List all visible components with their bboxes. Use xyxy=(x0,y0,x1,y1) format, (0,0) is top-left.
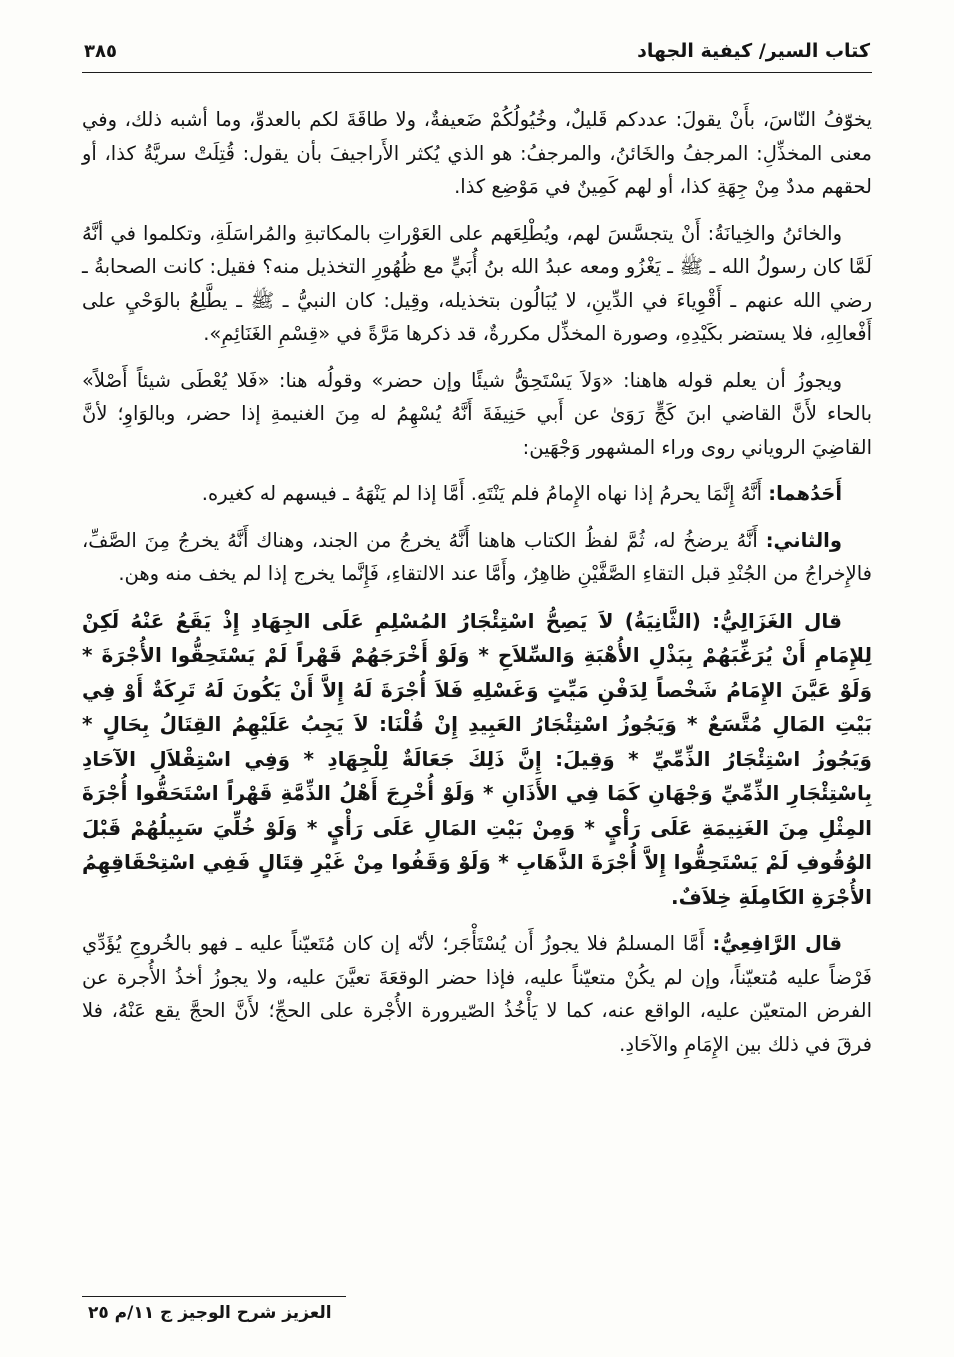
paragraph-text: أَنَّهُ يرضخُ له، ثُمَّ لفظُ الكتاب هاهنا أَنَّهُ يخرجُ من الجند، وهناك أَنَّهُ يخرجُ مِنَ الصَّفِّ، فالإِخراجُ من الجُنْدِ قبل التقاءِ الصَّفَّيْنِ ظاهِرٌ، وأَمَّا عند الالتقاءِ، فَإِنَّما يخرج إذا لم يخف منه وهن. xyxy=(82,528,872,585)
paragraph-rafii-comment xyxy=(82,927,872,1061)
paragraph-text: أَنَّهُ إِنَّمَا يحرمُ إذا نهاه الإِمامُ فلم يَنْتَهِ. أَمَّا إذا لم يَنْهَهُ ـ فيسهم له كغيره. xyxy=(201,482,763,505)
paragraph-continuation xyxy=(82,103,872,204)
paragraph-lead: أَحَدُهما: xyxy=(768,482,842,505)
paragraph-lead: قال الغَزَالِيُّ: xyxy=(712,608,842,633)
paragraph-ahaduhuma xyxy=(82,477,872,511)
paragraph-lead: والثاني: xyxy=(765,528,842,552)
paragraph-thani xyxy=(82,524,872,591)
book-title: كتاب السير/ كيفية الجهاد xyxy=(637,40,870,62)
paragraph-text: (الثَّانِيَةُ) لاَ يَصِحُّ اسْتِئْجَارُ المُسْلِمِ عَلَى الجِهَادِ إِذْ يَقَعُ عَنْهُ لَكِنْ لِلإِمَامِ أَنْ يُرَغِّبَهُمْ بِبَذْلِ الأُهْبَةِ وَالسِّلاَحِ * وَلَوْ أَخْرَجَهُمْ قَهْراً لَمْ يَسْتَحِقُّوا الأُجْرَةَ * وَلَوْ عَيَّنَ الإِمَامُ شَخْصاً لِدَفْنِ مَيِّتٍ وَغَسْلِهِ فَلاَ أُجْرَةَ لَهُ إِلاَّ أَنْ يَكُونَ لَهُ تَرِكَةٌ أَوْ فِي بَيْتِ المَالِ مُتَّسَعٌ * وَيَجُوزُ اسْتِئْجَارُ العَبِيدِ إِنْ قُلْنَا: لاَ يَجِبُ عَلَيْهِمُ القِتَالُ بِحَالٍ * وَيَجُوزُ اسْتِئْجَارُ الذِّمِّيِّ * وَقِيلَ: إِنَّ ذَلِكَ جَعَالَةٌ لِلْجِهَادِ * وَفِي اسْتِقْلاَلِ الآحَادِ بِاسْتِئْجَارِ الذِّمِّيِّ وَجْهَانِ كَمَا فِي الأَذَانِ * وَلَوْ أُخْرِجَ أَهْلُ الذِّمَّةِ قَهْراً اسْتَحَقُّوا أُجْرَةَ المِثْلِ مِنَ الغَنِيمَةِ عَلَى رَأْيٍ * وَمِنْ بَيْتِ المَالِ عَلَى رَأْيٍ * وَلَوْ خُلِّيَ سَبِيلُهُمْ قَبْلَ الوُقُوفِ لَمْ يَسْتَحِقُّوا إِلاَّ أُجْرَةَ الذَّهَابِ * وَلَوْ وَقَفُوا مِنْ غَيْرِ قِتَالٍ فَفِي اسْتِحْقَاقِهِمُ الأُجْرَةِ الكَامِلَةِ خِلاَفٌ. xyxy=(82,608,872,909)
paragraph-lead: قال الرَّافِعِيُّ: xyxy=(712,932,843,955)
page-footer xyxy=(82,1296,346,1323)
paragraph-text: يخوّفُ النّاسَ، بأَنْ يقولَ: عددكم قَليلٌ، وخُيُولُكُمْ ضَعيفةٌ، ولا طاقَةَ لكم بالعدوِّ، وما أشبه ذلك، وفي معنى المخذِّلِ: المرجفُ والخَائنُ، والمرجفُ: هو الذي يُكثر الأَراجيفَ بأن يقول: قُتِلَتْ سريَّةُ كذا، أو لحقهم مددٌ مِنْ جِهَةِ كذا، أو لهم كَمِينٌ في مَوْضِع كذا. xyxy=(82,108,872,198)
paragraph-yajuz xyxy=(82,364,872,465)
paragraph-ghazali-quote xyxy=(82,604,872,915)
paragraph-text: والخائنُ والخِيانَةُ: أَنْ يتجسَّسَ لهم، ويُطْلِعَهم على العَوْراتِ بالمكاتبةِ والمُراسَلَةِ، وتكلموا في أنَّهُ لَمَّا كان رسولُ الله ـ ﷺ ـ يَغْزُو ومعه عبدُ الله بنُ أُبَيٍّ مع ظُهُورِ التخذيل منه؟ فقيل: كانت الصحابةُ ـ رضي الله عنهم ـ أَقْوِياءَ في الدِّينِ، لا يُبَالُون بتخذيله، وقِيل: كان النبيُّ ـ ﷺ ـ يطَّلِعُ بالوَحْيِ على أَفْعالِهِ، فلا يستضر بكَيْدِهِ، وصورة المخذِّل مكررةٌ، قد ذكرها مَرَّةً في «قِسْمِ الغَنَائِمِ». xyxy=(82,221,872,345)
page-number: ٣٨٥ xyxy=(84,41,117,62)
paragraph-khain xyxy=(82,217,872,351)
paragraph-text: أَمَّا المسلمُ فلا يجوزُ أَن يُسْتَأْجَر؛ لأنّه إن كان مُتَعيّناً عليه ـ فهو بالخُروجِ يُؤَدِّي فَرْضاً عليه مُتعيّناً، وإن لم يكُنْ متعيّناً عليه، فإذا حضر الوقعَةَ تعيَّنَ عليه، ولا يجوزُ أخذُ الأُجرة عن الفرض المتعيّن عليه، الواقع عنه، كما لا يَأْخُذُ الصّيرورة الأُجْرة على الحجِّ؛ لأَنَّ الحجَّ يقع عَنْهُ، فلا فرقَ في ذلك بين الإِمَامِ والآحَادِ. xyxy=(82,932,872,1056)
paragraph-text: ويجوزُ أن يعلم قوله هاهنا: «وَلاَ يَسْتَحِقُّ شيئًا وإن حضر» وقولُه هنا: «فَلا يُعْطَى شيئاً أَصْلاً» بالحاء لأَنَّ القاضي ابنَ كَجٍّ رَوَىٰ عن أَبي حَنِيفَةَ أَنَّهُ يُسْهِمُ له مِنَ الغنيمةِ إذا حضر، وبالوَاوِ؛ لأنَّ القاضِيَ الروياني روى وراء المشهور وَجْهَين: xyxy=(82,368,872,459)
header-divider xyxy=(82,72,872,73)
footer-imprint: العزيز شرح الوجيز ج ١١/م ٢٥ xyxy=(88,1303,332,1323)
page-header xyxy=(82,30,872,72)
page-body xyxy=(82,103,872,1061)
